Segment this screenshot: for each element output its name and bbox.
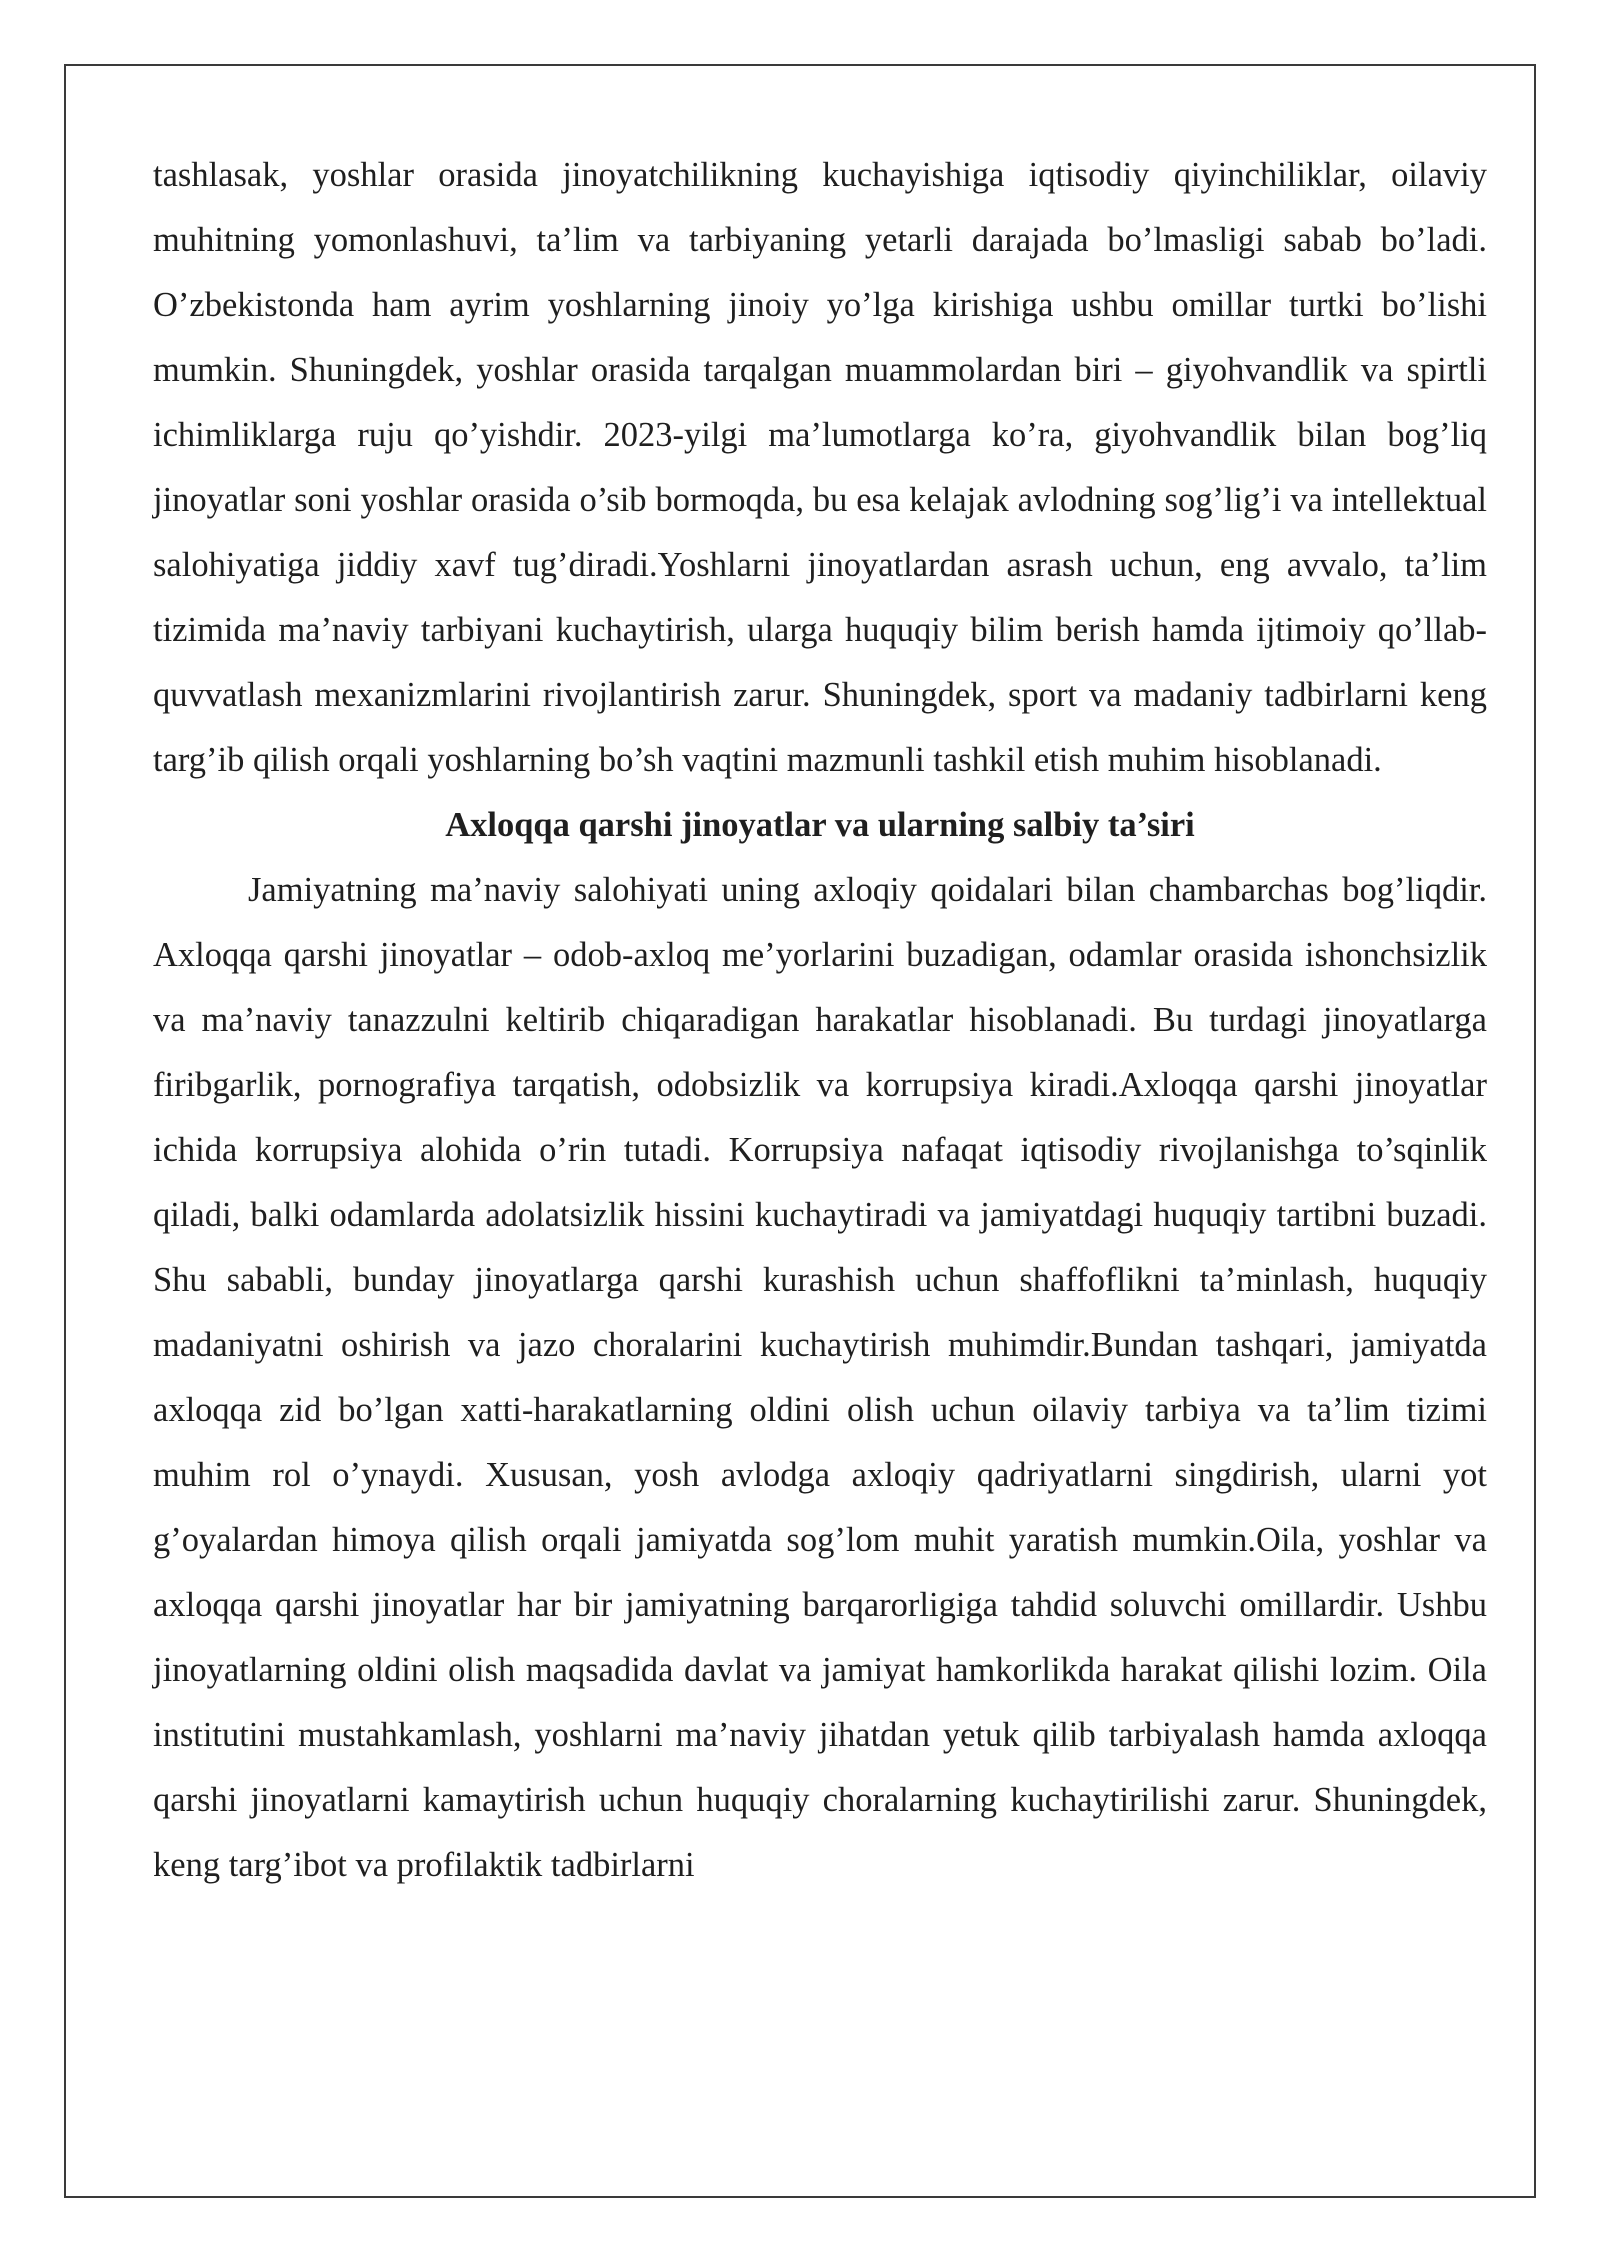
- body-paragraph: tashlasak, yoshlar orasida jinoyatchilikning kuchayishiga iqtisodiy qiyinchiliklar, oilaviy muhitning yomonlashuvi, ta’lim va tarbiyaning yetarli darajada bo’lmasligi sabab bo’ladi. O’zbekistonda ham ayrim yoshlarning jinoiy yo’lga kirishiga ushbu omillar turtki bo’lishi mumkin. Shuningdek, yoshlar orasida tarqalgan muammolardan biri – giyohvandlik va spirtli ichimliklarga ruju qo’yishdir. 2023-yilgi ma’lumotlarga ko’ra, giyohvandlik bilan bog’liq jinoyatlar soni yoshlar orasida o’sib bormoqda, bu esa kelajak avlodning sog’lig’i va intellektual salohiyatiga jiddiy xavf tug’diradi.Yoshlarni jinoyatlardan asrash uchun, eng avvalo, ta’lim tizimida ma’naviy tarbiyani kuchaytirish, ularga huquqiy bilim berish hamda ijtimoiy qo’llab-quvvatlash mexanizmlarini rivojlantirish zarur. Shuningdek, sport va madaniy tadbirlarni keng targ’ib qilish orqali yoshlarning bo’sh vaqtini mazmunli tashkil etish muhim hisoblanadi.: [153, 156, 1487, 779]
- section-heading: Axloqqa qarshi jinoyatlar va ularning salbiy ta’siri: [445, 806, 1195, 844]
- body-paragraph: Jamiyatning ma’naviy salohiyati uning axloqiy qoidalari bilan chambarchas bog’liqdir. Axloqqa qarshi jinoyatlar – odob-axloq me’yorlarini buzadigan, odamlar orasida ishonchsizlik va ma’naviy tanazzulni keltirib chiqaradigan harakatlar hisoblanadi. Bu turdagi jinoyatlarga firibgarlik, pornografiya tarqatish, odobsizlik va korrupsiya kiradi.Axloqqa qarshi jinoyatlar ichida korrupsiya alohida o’rin tutadi. Korrupsiya nafaqat iqtisodiy rivojlanishga to’sqinlik qiladi, balki odamlarda adolatsizlik hissini kuchaytiradi va jamiyatdagi huquqiy tartibni buzadi. Shu sababli, bunday jinoyatlarga qarshi kurashish uchun shaffoflikni ta’minlash, huquqiy madaniyatni oshirish va jazo choralarini kuchaytirish muhimdir.Bundan tashqari, jamiyatda axloqqa zid bo’lgan xatti-harakatlarning oldini olish uchun oilaviy tarbiya va ta’lim tizimi muhim rol o’ynaydi. Xususan, yosh avlodga axloqiy qadriyatlarni singdirish, ularni yot g’oyalardan himoya qilish orqali jamiyatda sog’lom muhit yaratish mumkin.Oila, yoshlar va axloqqa qarshi jinoyatlar har bir jamiyatning barqarorligiga tahdid soluvchi omillardir. Ushbu jinoyatlarning oldini olish maqsadida davlat va jamiyat hamkorlikda harakat qilishi lozim. Oila institutini mustahkamlash, yoshlarni ma’naviy jihatdan yetuk qilib tarbiyalash hamda axloqqa qarshi jinoyatlarni kamaytirish uchun huquqiy choralarning kuchaytirilishi zarur. Shuningdek, keng targ’ibot va profilaktik tadbirlarni: [153, 871, 1487, 1884]
- document-body: [153, 143, 1487, 1898]
